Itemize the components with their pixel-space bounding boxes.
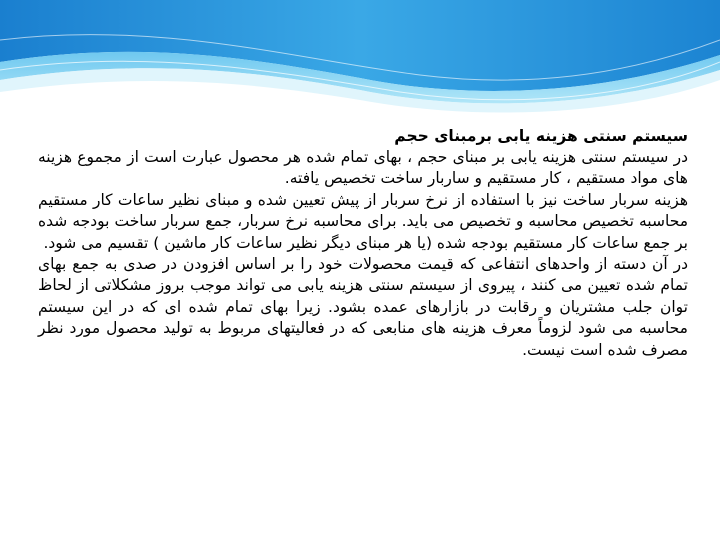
- wave-decoration: [0, 0, 720, 120]
- paragraph-overhead-rate: هزینه سربار ساخت نیز با استفاده از نرخ سربار از پیش تعیین شده و مبنای نظیر ساعات کار مستقیم محاسبه تخصیص محاسبه و تخصیص می باید. برای محاسبه نرخ سربار، جمع سربار ساخت بودجه شده بر جمع ساعات کار مستقیم بودجه شده (یا هر مبنای دیگر نظیر ساعات کار ماشین ) تقسیم می شود.: [38, 190, 688, 252]
- slide-content: [38, 126, 688, 361]
- header-wave-banner: [0, 0, 720, 120]
- paragraph-pricing-issue: در آن دسته از واحدهای انتفاعی که قیمت محصولات خود را بر اساس افزودن در صدی به جمع بهای تمام شده تعیین می کنند ، پیروی از سیستم سنتی هزینه یابی می تواند موجب بروز مشکلاتی از لحاظ توان جلب مشتریان و رقابت در بازارهای عمده بشود. زیرا بهای تمام شده ای که در این سیستم محاسبه می شود لزوماً معرف هزینه های منابعی که در فعالیتهای مربوط به تولید محصول مورد نظر مصرف شده است نیست.: [38, 255, 688, 359]
- paragraph-definition: در سیستم سنتی هزینه یابی بر مبنای حجم ، بهای تمام شده هر محصول عبارت است از مجموع هزینه های مواد مستقیم ، کار مستقیم و ساربار ساخت تخصیص یافته.: [38, 148, 688, 188]
- slide-title: سیستم سنتی هزینه یابی برمبنای حجم: [394, 127, 688, 145]
